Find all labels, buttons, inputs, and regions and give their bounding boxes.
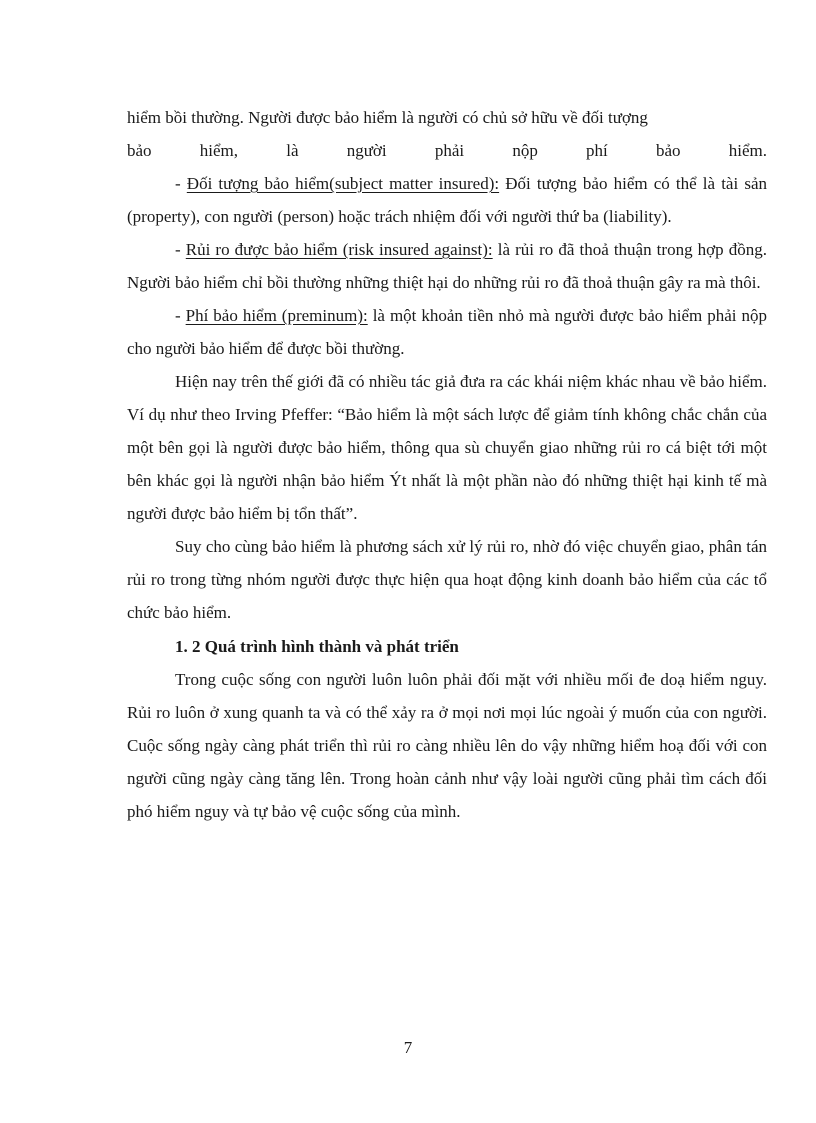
- definition-subject-matter: [127, 167, 767, 233]
- page-number: 7: [403, 1038, 413, 1057]
- definition-risk-insured: [127, 233, 767, 299]
- paragraph-conclusion: Suy cho cùng bảo hiểm là phương sách xử lý rủi ro, nhờ đó việc chuyển giao, phân tán rủi ro trong từng nhóm người được thực hiện qua hoạt động kinh doanh bảo hiểm của các tổ chức bảo hiểm.: [127, 537, 767, 622]
- paragraph-history: Trong cuộc sống con người luôn luôn phải đối mặt với nhiều mối đe doạ hiểm nguy. Rủi ro luôn ở xung quanh ta và có thể xảy ra ở mọi nơi mọi lúc ngoài ý muốn của con người. Cuộc sống ngày càng phát triển thì rủi ro càng nhiều lên do vậy những hiểm hoạ đối với con người cũng ngày càng tăng lên. Trong hoàn cảnh như vậy loài người cũng phải tìm cách đối phó hiểm nguy và tự bảo vệ cuộc sống của mình.: [127, 670, 767, 821]
- term-subject-matter: Đối tượng bảo hiểm(subject matter insured):: [186, 174, 500, 193]
- list-dash: -: [175, 306, 186, 325]
- definition-text: là một khoản tiền nhỏ mà người được bảo hiểm phải nộp cho người bảo hiểm để được bồi thường.: [127, 306, 767, 358]
- definition-text: Đối tượng bảo hiểm có thể là tài sản (property), con người (person) hoặc trách nhiệm đối với người thứ ba (liability).: [127, 174, 767, 226]
- paragraph-continuation-line-2: bảo hiểm, là người phải nộp phí bảo hiểm.: [127, 141, 767, 160]
- definition-premium: [127, 299, 767, 365]
- list-dash: -: [175, 174, 187, 193]
- section-heading: 1. 2 Quá trình hình thành và phát triển: [175, 637, 459, 656]
- term-risk-insured: Rủi ro được bảo hiểm (risk insured against):: [185, 240, 493, 259]
- paragraph-continuation-line-1: hiểm bồi thường. Người được bảo hiểm là người có chủ sở hữu về đối tượng: [127, 108, 648, 127]
- document-body: [127, 101, 767, 828]
- paragraph-definitions: Hiện nay trên thế giới đã có nhiều tác giả đưa ra các khái niệm khác nhau về bảo hiểm. Ví dụ như theo Irving Pfeffer: “Bảo hiểm là một sách lược để giảm tính không chắc chắn của một bên gọi là người được bảo hiểm, thông qua sù chuyển giao những rủi ro cá biệt tới một bên khác gọi là người nhận bảo hiểm Ýt nhất là một phần nào đó những thiệt hại kinh tế mà người được bảo hiểm bị tổn thất”.: [127, 372, 767, 523]
- list-dash: -: [175, 240, 186, 259]
- definition-text: là rủi ro đã thoả thuận trong hợp đồng. Người bảo hiểm chỉ bồi thường những thiệt hại do những rủi ro đã thoả thuận gây ra mà thôi.: [127, 240, 767, 292]
- term-premium: Phí bảo hiểm (preminum):: [185, 306, 368, 325]
